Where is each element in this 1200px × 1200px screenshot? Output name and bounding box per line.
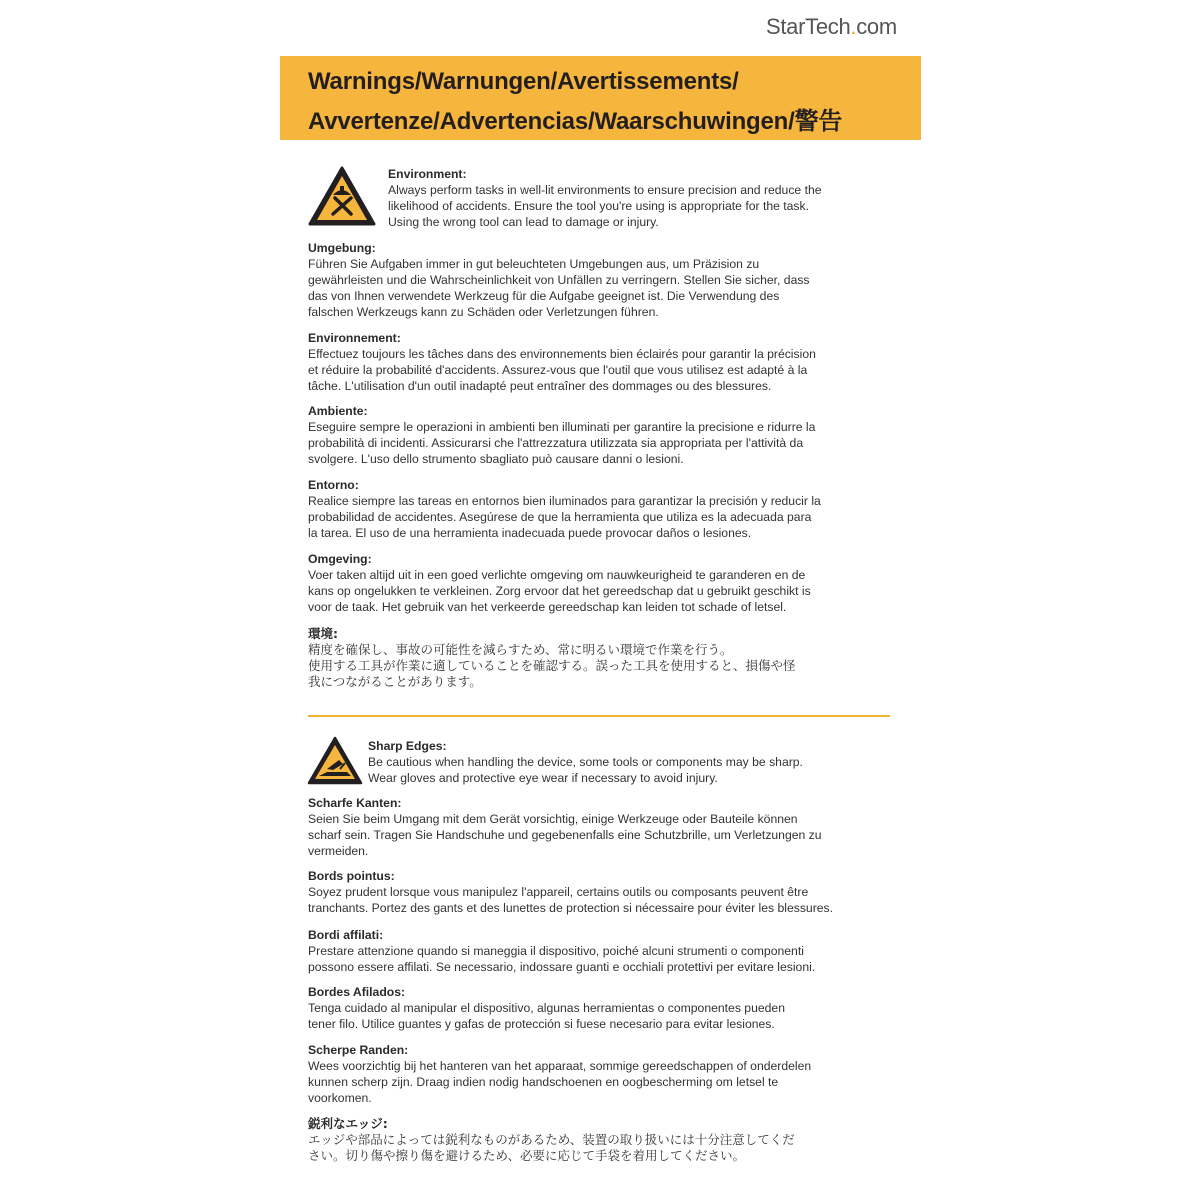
block-body: Soyez prudent lorsque vous manipulez l'appareil, certains outils ou composants peuvent être tranchants. Portez des gants et des lunettes de protection si nécessaire pour éviter les blessures.: [308, 885, 834, 915]
environment-fr: [308, 330, 898, 394]
sharp-edges-es: [308, 984, 898, 1032]
block-heading: Environment:: [388, 167, 467, 181]
block-heading: Bordes Afilados:: [308, 985, 406, 999]
sharp-edge-warning-icon: [307, 736, 363, 786]
block-heading: Omgeving:: [308, 552, 372, 566]
block-body: Prestare attenzione quando si maneggia il dispositivo, poiché alcuni strumenti o componenti possono essere affilati. Se necessario, indossare guanti e occhiali protettivi per evitare lesioni.: [308, 944, 816, 974]
environment-en: [388, 166, 898, 230]
tool-warning-icon: [307, 165, 377, 227]
block-body: Realice siempre las tareas en entornos bien iluminados para garantizar la precisión y reducir la probabilidad de accidentes. Asegúrese de que la herramienta que utiliza es la adecuada para la tarea. El uso de una herramienta inadecuada puede provocar daños o lesiones.: [308, 494, 821, 540]
block-body: Effectuez toujours les tâches dans des environnements bien éclairés pour garantir la précision et réduire la probabilité d'accidents. Assurez-vous que l'outil que vous utilisez est adapté à la tâche. L'utilisation d'un outil inadapté peut entraîner des dommages ou des blessures.: [308, 347, 816, 393]
environment-it: [308, 403, 898, 467]
banner-title-line-1: Warnings/Warnungen/Avertissements/: [308, 68, 739, 95]
block-body: Eseguire sempre le operazioni in ambienti ben illuminati per garantire la precisione e ridurre la probabilità di incidenti. Assicurarsi che l'attrezzatura utilizzata sia appropriata per l'attività da svolgere. L'uso dello strumento sbagliato può causare danni o lesioni.: [308, 420, 816, 466]
block-body: Voer taken altijd uit in een goed verlichte omgeving om nauwkeurigheid te garanderen en de kans op ongelukken te verkleinen. Zorg ervoor dat het gereedschap dat u gebruikt geschikt is voor de taak. Het gebruik van het verkeerde gereedschap kan leiden tot schade of letsel.: [308, 568, 811, 614]
block-body: 精度を確保し、事故の可能性を減らすため、常に明るい環境で作業を行う。 使用する工具が作業に適していることを確認する。誤った工具を使用すると、損傷や怪 我につながることがあります。: [308, 642, 796, 689]
block-heading: 環境:: [308, 626, 338, 641]
environment-de: [308, 240, 898, 320]
sharp-edges-de: [308, 795, 898, 859]
block-body: Führen Sie Aufgaben immer in gut beleuchteten Umgebungen aus, um Präzision zu gewährleisten und die Wahrscheinlichkeit von Unfällen zu verringern. Stellen Sie sicher, dass das von Ihnen verwendete Werkzeug für die Aufgabe geeignet ist. Die Verwendung des falschen Werkzeugs kann zu Schäden oder Verletzungen führen.: [308, 257, 810, 319]
block-body: Wees voorzichtig bij het hanteren van het apparaat, sommige gereedschappen of onderdelen kunnen scherp zijn. Draag indien nodig handschoenen en oogbescherming om letsel te voorkomen.: [308, 1059, 812, 1105]
warnings-banner: [280, 56, 921, 140]
block-body: エッジや部品によっては鋭利なものがあるため、装置の取り扱いには十分注意してくだ さい。切り傷や擦り傷を避けるため、必要に応じて手袋を着用してください。: [308, 1132, 795, 1163]
block-heading: Sharp Edges:: [368, 739, 447, 753]
section-divider: [308, 715, 890, 717]
banner-title-line-2: Avvertenze/Advertencias/Waarschuwingen/警告: [308, 108, 843, 135]
sharp-edges-nl: [308, 1042, 898, 1106]
sharp-edges-en: [368, 738, 898, 786]
block-body: Tenga cuidado al manipular el dispositivo, algunas herramientas o componentes pueden tener filo. Utilice guantes y gafas de protección si fuese necesario para evitar lesiones.: [308, 1001, 785, 1031]
environment-nl: [308, 551, 898, 615]
block-heading: Environnement:: [308, 331, 401, 345]
sharp-edges-fr: [308, 868, 898, 916]
block-body: Be cautious when handling the device, some tools or components may be sharp. Wear gloves and protective eye wear if necessary to avoid injury.: [368, 755, 803, 785]
block-body: Always perform tasks in well-lit environments to ensure precision and reduce the likelihood of accidents. Ensure the tool you're using is appropriate for the task. Using the wrong tool can lead to damage or injury.: [388, 183, 822, 229]
sharp-edges-it: [308, 927, 898, 975]
block-heading: 鋭利なエッジ:: [308, 1116, 388, 1131]
environment-ja: [308, 626, 898, 690]
startech-logo: StarTech.com: [766, 14, 897, 39]
sharp-edges-ja: [308, 1116, 898, 1164]
environment-es: [308, 477, 898, 541]
block-heading: Ambiente:: [308, 404, 368, 418]
block-heading: Entorno:: [308, 478, 359, 492]
block-heading: Umgebung:: [308, 241, 376, 255]
block-heading: Bords pointus:: [308, 869, 395, 883]
block-heading: Bordi affilati:: [308, 928, 384, 942]
block-body: Seien Sie beim Umgang mit dem Gerät vorsichtig, einige Werkzeuge oder Bauteile können scharf sein. Tragen Sie Handschuhe und gegebenenfalls eine Schutzbrille, um Verletzungen zu vermeiden.: [308, 812, 822, 858]
block-heading: Scherpe Randen:: [308, 1043, 409, 1057]
block-heading: Scharfe Kanten:: [308, 796, 402, 810]
